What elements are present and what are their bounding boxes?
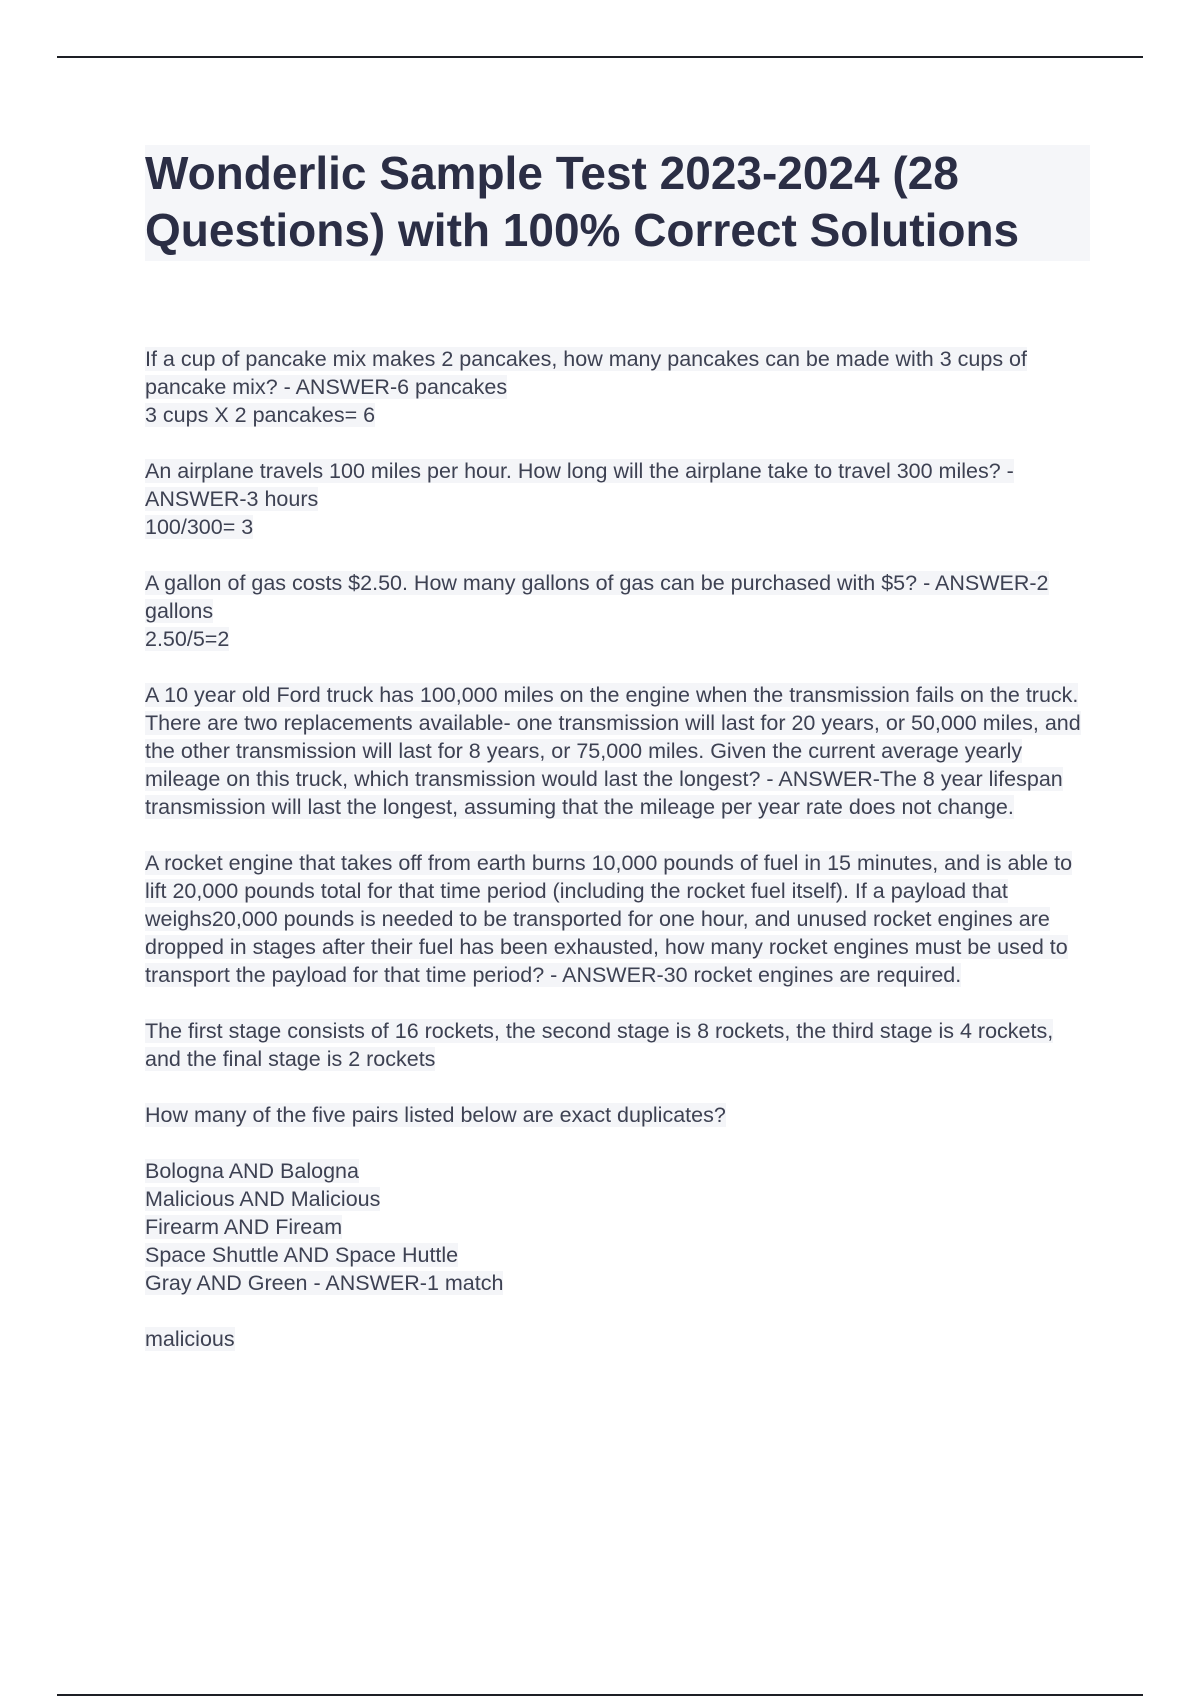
question-duplicates: [145, 1101, 1090, 1129]
question-truck: [145, 681, 1090, 821]
question-pancakes: [145, 345, 1090, 429]
question-text: A rocket engine that takes off from earth burns 10,000 pounds of fuel in 15 minutes, and is able to lift 20,000 pounds total for that time period (including the rocket fuel itself). If a payload that weighs20,000 pounds is needed to be transported for one hour, and unused rocket engines are dropped in stages after their fuel has been exhausted, how many rocket engines must be used to transport the payload for that time period? - ANSWER-30 rocket engines are required.: [145, 851, 1073, 987]
question-text: A gallon of gas costs $2.50. How many gallons of gas can be purchased with $5? - ANSWER-2 gallons 2.50/5=2: [145, 571, 1049, 651]
question-airplane: [145, 457, 1090, 541]
question-text: The first stage consists of 16 rockets, the second stage is 8 rockets, the third stage is 4 rockets, and the final stage is 2 rockets: [145, 1019, 1054, 1071]
question-text: malicious: [145, 1327, 235, 1351]
question-text: How many of the five pairs listed below are exact duplicates?: [145, 1103, 726, 1127]
question-text: Bologna AND Balogna Malicious AND Malicious Firearm AND Fiream Space Shuttle AND Space Huttle Gray AND Green - ANSWER-1 match: [145, 1159, 504, 1295]
question-gas: [145, 569, 1090, 653]
question-text: If a cup of pancake mix makes 2 pancakes, how many pancakes can be made with 3 cups of pancake mix? - ANSWER-6 pancakes 3 cups X 2 pancakes= 6: [145, 347, 1027, 427]
duplicate-answer-note: [145, 1325, 1090, 1353]
bottom-rule: [57, 1694, 1143, 1696]
document-content: [145, 145, 1090, 1381]
question-list: [145, 345, 1090, 1353]
rocket-stages-note: [145, 1017, 1090, 1073]
question-text: An airplane travels 100 miles per hour. How long will the airplane take to travel 300 miles? - ANSWER-3 hours 100/300= 3: [145, 459, 1014, 539]
top-rule: [57, 56, 1143, 58]
duplicate-pairs-list: [145, 1157, 1090, 1297]
title-banner: [145, 145, 1090, 261]
question-rocket: [145, 849, 1090, 989]
question-text: A 10 year old Ford truck has 100,000 miles on the engine when the transmission fails on the truck. There are two replacements available- one transmission will last for 20 years, or 50,000 miles, and the other transmission will last for 8 years, or 75,000 miles. Given the current average yearly mileage on this truck, which transmission would last the longest? - ANSWER-The 8 year lifespan transmission will last the longest, assuming that the mileage per year rate does not change.: [145, 683, 1081, 819]
document-title: Wonderlic Sample Test 2023-2024 (28 Questions) with 100% Correct Solutions: [145, 147, 1020, 256]
